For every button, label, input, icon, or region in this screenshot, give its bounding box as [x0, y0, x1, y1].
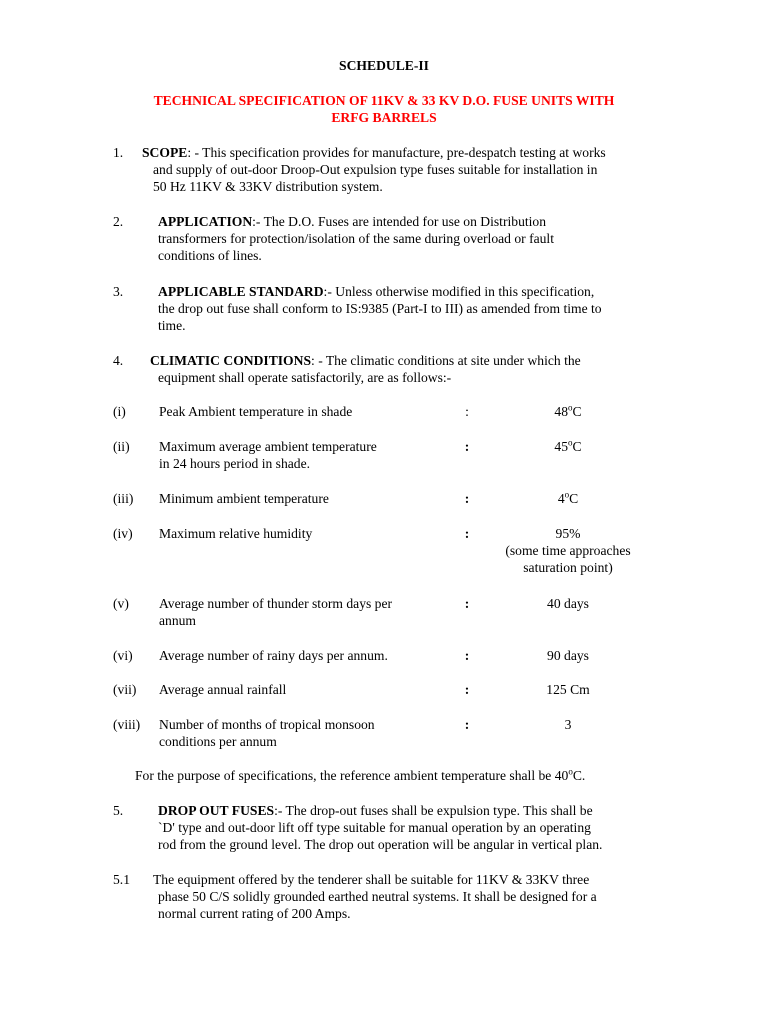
section-text: equipment shall operate satisfactorily, are as follows:- [158, 370, 452, 385]
section-heading: DROP OUT FUSES [158, 803, 275, 818]
row-colon: : [464, 596, 470, 611]
reference-temperature: For the purpose of specifications, the reference ambient temperature shall be 40$^o$C. [135, 766, 586, 783]
row-label-continued: annum [159, 613, 196, 628]
section-number: 1. [113, 145, 124, 160]
section-text: time. [158, 318, 186, 333]
section-text: `D' type and out-door lift off type suitable for manual operation by an operating [158, 820, 591, 835]
section-text: normal current rating of 200 Amps. [158, 906, 351, 921]
section-text: :- The D.O. Fuses are intended for use on Distribution [252, 214, 547, 229]
row-number: (i) [113, 404, 126, 419]
schedule-heading: SCHEDULE-II [339, 58, 429, 73]
row-value: 48$^o$C [554, 402, 582, 419]
section-heading: CLIMATIC CONDITIONS [150, 353, 312, 368]
row-value: 3 [564, 717, 572, 732]
section-line [150, 352, 660, 369]
row-colon: : [464, 491, 470, 506]
section-text: :- The drop-out fuses shall be expulsion type. This shall be [274, 803, 593, 818]
section-number: 5. [113, 803, 124, 818]
section-line [158, 802, 663, 819]
section-text: phase 50 C/S solidly grounded earthed neutral systems. It shall be designed for a [158, 889, 597, 904]
row-colon: : [464, 648, 470, 663]
title-line-1: TECHNICAL SPECIFICATION OF 11KV & 33 KV D.O. FUSE UNITS WITH [153, 93, 615, 108]
section-text: conditions of lines. [158, 248, 262, 263]
row-colon: : [464, 717, 470, 732]
row-value: 90 days [547, 648, 589, 663]
row-value: 125 Cm [546, 682, 590, 697]
section-line [158, 213, 658, 230]
row-label: Peak Ambient temperature in shade [159, 404, 353, 419]
section-text: the drop out fuse shall conform to IS:9385 (Part-I to III) as amended from time to [158, 301, 602, 316]
section-text: 50 Hz 11KV & 33KV distribution system. [153, 179, 383, 194]
row-number: (vi) [113, 648, 133, 663]
section-line [158, 283, 663, 300]
row-label: Maximum average ambient temperature [159, 439, 377, 454]
row-label: Average annual rainfall [159, 682, 287, 697]
section-heading: SCOPE [142, 145, 188, 160]
section-text: : - This specification provides for manufacture, pre-despatch testing at works [187, 145, 606, 160]
section-text: :- Unless otherwise modified in this specification, [323, 284, 595, 299]
section-line [142, 144, 662, 161]
section-text: transformers for protection/isolation of the same during overload or fault [158, 231, 554, 246]
section-number: 5.1 [113, 872, 130, 887]
section-number: 2. [113, 214, 124, 229]
row-value-note: (some time approaches [505, 543, 631, 558]
row-label: Average number of rainy days per annum. [159, 648, 388, 663]
section-text: : - The climatic conditions at site under which the [311, 353, 581, 368]
section-text: rod from the ground level. The drop out operation will be angular in vertical plan. [158, 837, 603, 852]
row-value-note: saturation point) [523, 560, 613, 575]
row-value: 45$^o$C [554, 437, 582, 454]
section-number: 4. [113, 353, 124, 368]
row-label: Number of months of tropical monsoon [159, 717, 375, 732]
row-number: (iii) [113, 491, 134, 506]
section-number: 3. [113, 284, 124, 299]
row-number: (iv) [113, 526, 133, 541]
row-number: (viii) [113, 717, 141, 732]
row-label: Maximum relative humidity [159, 526, 313, 541]
row-label-continued: conditions per annum [159, 734, 277, 749]
row-colon: : [464, 439, 470, 454]
row-value: 95% [555, 526, 581, 541]
row-number: (v) [113, 596, 129, 611]
section-heading: APPLICATION [158, 214, 253, 229]
row-number: (ii) [113, 439, 130, 454]
row-value: 4$^o$C [557, 489, 579, 506]
row-colon: : [464, 526, 470, 541]
row-value: 40 days [547, 596, 589, 611]
row-label: Minimum ambient temperature [159, 491, 329, 506]
section-text: The equipment offered by the tenderer shall be suitable for 11KV & 33KV three [153, 872, 590, 887]
title-line-2: ERFG BARRELS [331, 110, 437, 125]
row-label-continued: in 24 hours period in shade. [159, 456, 311, 471]
section-text: and supply of out-door Droop-Out expulsion type fuses suitable for installation in [153, 162, 598, 177]
row-colon: : [465, 404, 469, 419]
row-number: (vii) [113, 682, 137, 697]
row-label: Average number of thunder storm days per [159, 596, 393, 611]
row-colon: : [464, 682, 470, 697]
section-heading: APPLICABLE STANDARD [158, 284, 324, 299]
